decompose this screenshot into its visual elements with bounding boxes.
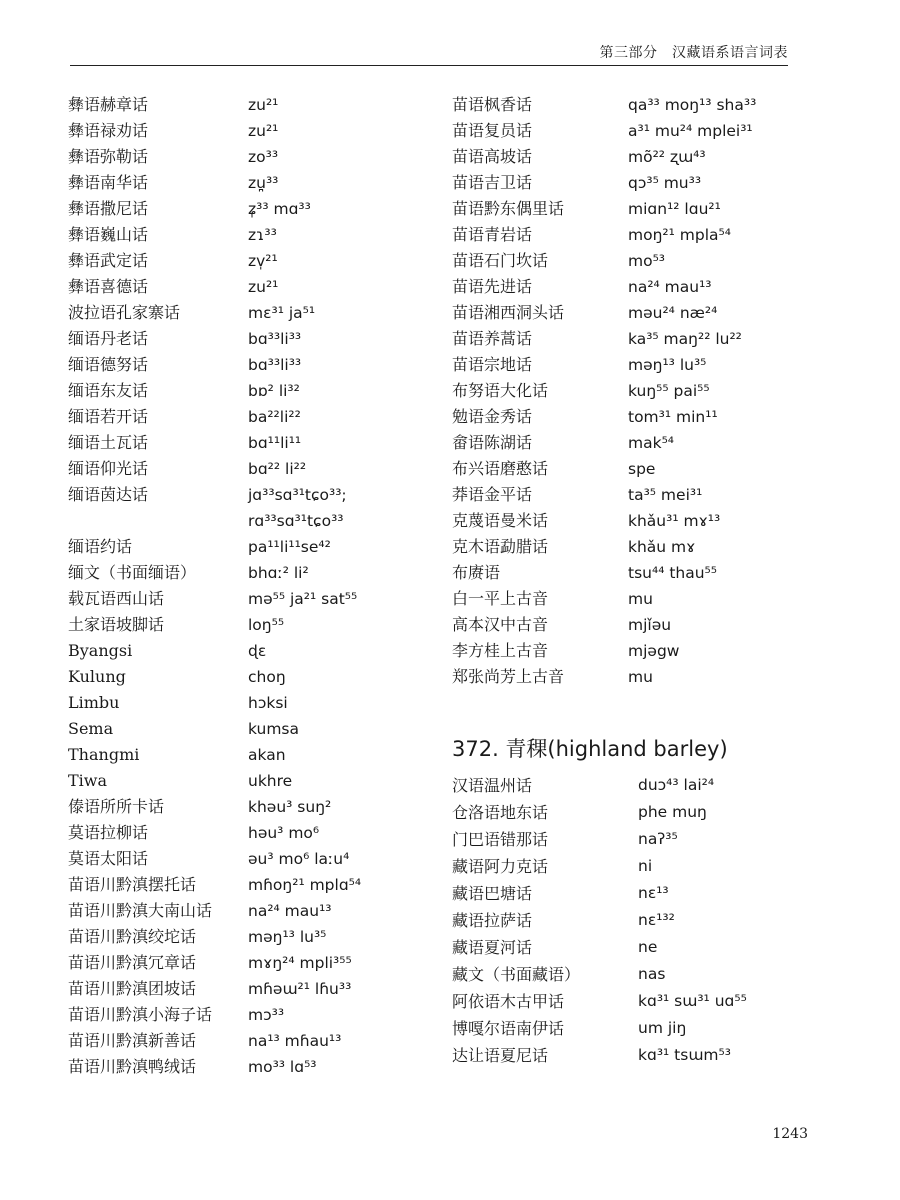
word-form: zu̪³³: [248, 174, 279, 192]
word-form: kuŋ⁵⁵ pai⁵⁵: [628, 382, 710, 400]
entry-row: [452, 664, 872, 690]
word-form: miɑn¹² lɑu²¹: [628, 200, 721, 218]
word-form: ne: [638, 938, 658, 956]
word-form: mo⁵³: [628, 252, 666, 270]
word-form: mə⁵⁵ ja²¹ sat⁵⁵: [248, 590, 358, 608]
entry-row: [452, 534, 872, 560]
header-rule: [70, 65, 788, 66]
entry-row: [452, 430, 872, 456]
word-form: mu: [628, 668, 653, 686]
word-form: zu²¹: [248, 122, 279, 140]
entry-row: [68, 482, 438, 508]
language-name: Kulung: [68, 667, 126, 686]
word-form: tsu⁴⁴ thau⁵⁵: [628, 564, 717, 582]
entry-row: [452, 482, 872, 508]
word-form: na²⁴ mau¹³: [628, 278, 712, 296]
running-header: [70, 38, 788, 66]
entry-row: [68, 274, 438, 300]
language-name: 缅语约话: [68, 537, 133, 556]
entry-row: [68, 742, 438, 768]
entry-row: [452, 144, 872, 170]
language-name: 藏文（书面藏语）: [452, 965, 581, 984]
entry-row: [68, 638, 438, 664]
word-form: qɔ³⁵ mu³³: [628, 174, 702, 192]
header-title: 第三部分 汉藏语系语言词表: [599, 45, 788, 61]
word-form: ɖɛ: [248, 642, 267, 660]
word-form: mɦoŋ²¹ mplɑ⁵⁴: [248, 876, 362, 894]
word-form: məŋ¹³ lu³⁵: [628, 356, 707, 374]
word-form: kumsa: [248, 720, 299, 738]
word-form: ukhre: [248, 772, 293, 790]
word-form: bɑ³³li³³: [248, 330, 302, 348]
language-name: 达让语夏尼话: [452, 1046, 549, 1065]
entry-row: [68, 612, 438, 638]
language-name: 苗语复员话: [452, 121, 533, 140]
language-name: 缅语仰光话: [68, 459, 149, 478]
language-name: 苗语先进话: [452, 277, 533, 296]
language-name: 莽语金平话: [452, 485, 533, 504]
language-name: 李方桂上古音: [452, 641, 549, 660]
entry-row: [452, 560, 872, 586]
language-name: 门巴语错那话: [452, 830, 549, 849]
entry-row: [452, 378, 872, 404]
word-form: qa³³ moŋ¹³ sha³³: [628, 96, 757, 114]
language-name: 苗语石门坎话: [452, 251, 549, 270]
word-form: ka³⁵ maŋ²² lu²²: [628, 330, 742, 348]
word-form: khǎu³¹ mɤ¹³: [628, 512, 721, 530]
entry-row: [68, 768, 438, 794]
word-form: choŋ: [248, 668, 286, 686]
entry-row: [452, 907, 872, 934]
entry-row: [452, 326, 872, 352]
entry-row: [68, 378, 438, 404]
entry-row: [452, 1042, 872, 1069]
word-form: spe: [628, 460, 656, 478]
language-name: Byangsi: [68, 641, 133, 660]
entry-row: [452, 612, 872, 638]
entry-row: [68, 352, 438, 378]
entry-row: [452, 456, 872, 482]
language-name: 缅语东友话: [68, 381, 149, 400]
word-form: kɑ³¹ tsɯm⁵³: [638, 1046, 731, 1064]
language-name: 缅语德努话: [68, 355, 149, 374]
entry-row: [452, 300, 872, 326]
entry-row: [68, 1028, 438, 1054]
language-name: Limbu: [68, 693, 120, 712]
word-form: mɤŋ²⁴ mpli³⁵⁵: [248, 954, 352, 972]
language-name: 缅语土瓦话: [68, 433, 149, 452]
entry-row: [68, 508, 438, 534]
language-name: 缅文（书面缅语）: [68, 563, 197, 582]
word-form: naʔ³⁵: [638, 830, 678, 848]
entry-row: [452, 799, 872, 826]
word-form: ta³⁵ mei³¹: [628, 486, 703, 504]
word-form: kɑ³¹ sɯ³¹ uɑ⁵⁵: [638, 992, 747, 1010]
language-name: 彝语禄劝话: [68, 121, 149, 140]
entry-row: [68, 950, 438, 976]
word-form: ni: [638, 857, 653, 875]
language-name: 缅语若开话: [68, 407, 149, 426]
word-form: mjəgw: [628, 642, 680, 660]
entry-row: [68, 248, 438, 274]
entry-row: [452, 638, 872, 664]
entry-row: [68, 664, 438, 690]
entry-row: [68, 118, 438, 144]
word-form: akan: [248, 746, 286, 764]
entry-row: [452, 248, 872, 274]
language-name: Sema: [68, 719, 114, 738]
word-form: ba²²li²²: [248, 408, 301, 426]
entry-row: [452, 961, 872, 988]
language-name: 苗语湘西洞头话: [452, 303, 565, 322]
word-form: mak⁵⁴: [628, 434, 675, 452]
word-form: na²⁴ mau¹³: [248, 902, 332, 920]
language-name: 苗语枫香话: [452, 95, 533, 114]
language-name: Tiwa: [68, 771, 108, 790]
page-number: 1243: [772, 1126, 808, 1142]
language-name: 苗语川黔滇小海子话: [68, 1005, 213, 1024]
language-name: 苗语高坡话: [452, 147, 533, 166]
entry-row: [68, 144, 438, 170]
language-name: 苗语黔东偶里话: [452, 199, 565, 218]
word-form: phe muŋ: [638, 803, 707, 821]
language-name: 汉语温州话: [452, 776, 533, 795]
word-form: mjǐəu: [628, 616, 672, 634]
language-name: 克木语勐腊话: [452, 537, 549, 556]
word-form: bhɑː² li²: [248, 564, 309, 582]
entry-row: [452, 274, 872, 300]
language-name: 莫语太阳话: [68, 849, 149, 868]
word-form: a³¹ mu²⁴ mplei³¹: [628, 122, 753, 140]
entry-row: [452, 404, 872, 430]
language-name: 克蔑语曼米话: [452, 511, 549, 530]
language-name: 阿依语木古甲话: [452, 992, 565, 1011]
language-name: 苗语川黔滇摆托话: [68, 875, 197, 894]
language-name: 载瓦语西山话: [68, 589, 165, 608]
entry-row: [452, 988, 872, 1015]
entries-372: [452, 772, 872, 1069]
language-name: 彝语武定话: [68, 251, 149, 270]
word-form: zo³³: [248, 148, 279, 166]
language-name: 苗语养蒿话: [452, 329, 533, 348]
language-name: 彝语弥勒话: [68, 147, 149, 166]
language-name: 布赓语: [452, 563, 501, 582]
word-form: mɦəɯ²¹ lɦu³³: [248, 980, 352, 998]
entry-row: [68, 846, 438, 872]
entry-row: [68, 1002, 438, 1028]
language-name: 苗语川黔滇鸭绒话: [68, 1057, 197, 1076]
entry-row: [452, 352, 872, 378]
word-form: tom³¹ min¹¹: [628, 408, 718, 426]
language-name: 缅语茵达话: [68, 485, 149, 504]
language-name: 苗语川黔滇绞坨话: [68, 927, 197, 946]
language-name: 藏语阿力克话: [452, 857, 549, 876]
language-name: 苗语川黔滇新善话: [68, 1031, 197, 1050]
entry-row: [452, 118, 872, 144]
language-name: 苗语吉卫话: [452, 173, 533, 192]
language-name: 缅语丹老话: [68, 329, 149, 348]
entry-row: [452, 170, 872, 196]
word-form: khəu³ suŋ²: [248, 798, 332, 816]
left-column: [68, 92, 438, 1080]
language-name: Thangmi: [68, 745, 140, 764]
entry-row: [452, 772, 872, 799]
word-form: jɑ³³sɑ³¹tɕo³³;: [248, 486, 347, 504]
language-name: 博嘎尔语南伊话: [452, 1019, 565, 1038]
entry-row: [452, 508, 872, 534]
word-form: məu²⁴ næ²⁴: [628, 304, 718, 322]
entry-row: [452, 934, 872, 961]
word-form: hɔksi: [248, 694, 288, 712]
word-form: zu²¹: [248, 96, 279, 114]
word-form: bɑ³³li³³: [248, 356, 302, 374]
word-form: ʑ̩³³ mɑ³³: [248, 200, 311, 218]
language-name: 莫语拉柳话: [68, 823, 149, 842]
language-name: 傣语所所卡话: [68, 797, 165, 816]
entry-row: [68, 456, 438, 482]
entry-row: [68, 196, 438, 222]
language-name: 苗语青岩话: [452, 225, 533, 244]
word-form: duɔ⁴³ lai²⁴: [638, 776, 715, 794]
entry-row: [452, 222, 872, 248]
entry-row: [68, 170, 438, 196]
entry-row: [68, 430, 438, 456]
word-form: nɛ¹³²: [638, 911, 675, 929]
entry-row: [68, 924, 438, 950]
word-form: əu³ mo⁶ laːu⁴: [248, 850, 350, 868]
language-name: 郑张尚芳上古音: [452, 667, 565, 686]
word-form: nas: [638, 965, 666, 983]
language-name: 苗语宗地话: [452, 355, 533, 374]
section-title: 372. 青稞(highland barley): [452, 737, 728, 761]
entry-row: [68, 716, 438, 742]
word-form: zv̩²¹: [248, 252, 278, 270]
language-name: 波拉语孔家寨话: [68, 303, 181, 322]
entry-row: [68, 404, 438, 430]
word-form: mõ²² ʐɯ⁴³: [628, 148, 706, 166]
word-form: pa¹¹li¹¹se⁴²: [248, 538, 331, 556]
language-name: 土家语坡脚话: [68, 615, 165, 634]
language-name: 布兴语磨憨话: [452, 459, 549, 478]
language-name: 白一平上古音: [452, 589, 549, 608]
language-name: 彝语赫章话: [68, 95, 149, 114]
language-name: 苗语川黔滇团坡话: [68, 979, 197, 998]
entry-row: [68, 872, 438, 898]
language-name: 彝语喜德话: [68, 277, 149, 296]
language-name: 藏语巴塘话: [452, 884, 533, 903]
entry-row: [68, 222, 438, 248]
language-name: 藏语夏河话: [452, 938, 533, 957]
entry-row: [68, 976, 438, 1002]
word-form: na¹³ mɦau¹³: [248, 1032, 342, 1050]
word-form: mu: [628, 590, 653, 608]
word-form: rɑ³³sɑ³¹tɕo³³: [248, 512, 344, 530]
word-form: bɑ¹¹li¹¹: [248, 434, 302, 452]
word-form: nɛ¹³: [638, 884, 669, 902]
language-name: 苗语川黔滇大南山话: [68, 901, 213, 920]
word-form: mɔ³³: [248, 1006, 285, 1024]
entry-row: [452, 826, 872, 853]
entry-row: [68, 794, 438, 820]
entry-row: [68, 1054, 438, 1080]
word-form: bɑ²² li²²: [248, 460, 307, 478]
entry-row: [452, 1015, 872, 1042]
entry-row: [68, 300, 438, 326]
word-form: məŋ¹³ lu³⁵: [248, 928, 327, 946]
word-form: mɛ³¹ ja⁵¹: [248, 304, 316, 322]
entry-row: [452, 92, 872, 118]
entry-row: [68, 326, 438, 352]
language-name: 藏语拉萨话: [452, 911, 533, 930]
right-column: [452, 92, 872, 1069]
language-name: 彝语巍山话: [68, 225, 149, 244]
word-form: loŋ⁵⁵: [248, 616, 285, 634]
entries-371-continued: [452, 92, 872, 690]
word-form: moŋ²¹ mpla⁵⁴: [628, 226, 731, 244]
language-name: 彝语南华话: [68, 173, 149, 192]
entry-row: [68, 820, 438, 846]
language-name: 仓洛语地东话: [452, 803, 549, 822]
word-form: khǎu mɤ: [628, 538, 696, 556]
language-name: 高本汉中古音: [452, 615, 549, 634]
entry-row: [452, 853, 872, 880]
language-name: 苗语川黔滇冗章话: [68, 953, 197, 972]
language-name: 布努语大化话: [452, 381, 549, 400]
word-form: um jiŋ: [638, 1019, 687, 1037]
language-name: 彝语撒尼话: [68, 199, 149, 218]
word-form: zɿ³³: [248, 226, 277, 244]
entry-row: [452, 880, 872, 907]
entry-row: [68, 92, 438, 118]
word-form: zu²¹: [248, 278, 279, 296]
entry-row: [68, 534, 438, 560]
entry-row: [68, 690, 438, 716]
entry-row: [68, 586, 438, 612]
word-form: bɒ² li³²: [248, 382, 300, 400]
entry-row: [68, 898, 438, 924]
entry-row: [68, 560, 438, 586]
word-form: həu³ mo⁶: [248, 824, 320, 842]
entry-row: [452, 196, 872, 222]
word-form: mo³³ lɑ⁵³: [248, 1058, 317, 1076]
language-name: 畲语陈湖话: [452, 433, 533, 452]
entry-row: [452, 586, 872, 612]
language-name: 勉语金秀话: [452, 407, 533, 426]
